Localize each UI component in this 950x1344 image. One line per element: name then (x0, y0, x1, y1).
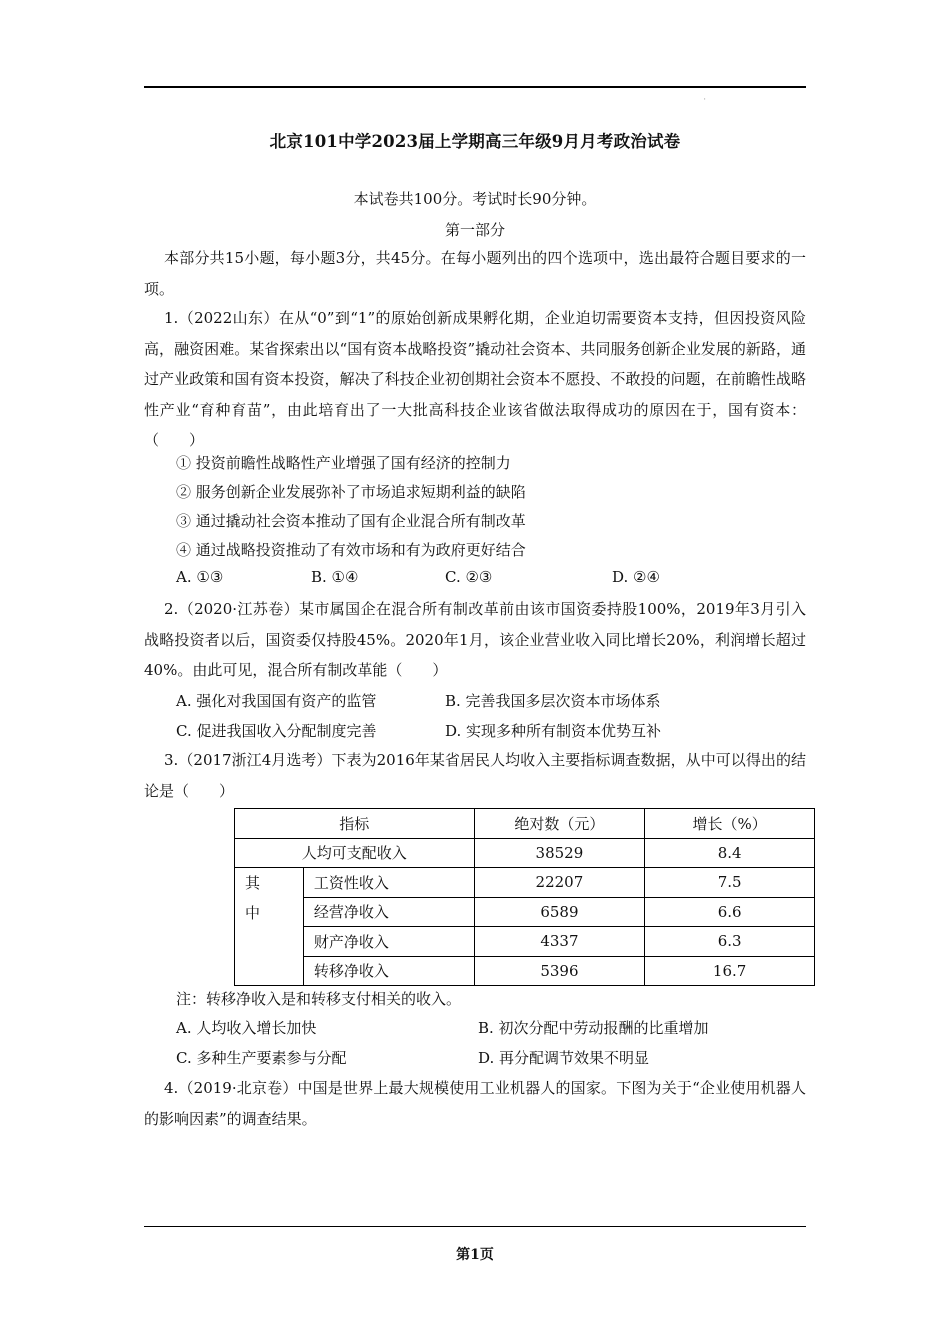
table-cell-value: 38529 (474, 838, 645, 868)
table-cell-growth: 6.3 (645, 927, 815, 957)
question-3-option-c: C. 多种生产要素参与分配 (176, 1049, 347, 1067)
question-3-option-d: D. 再分配调节效果不明显 (478, 1049, 650, 1067)
question-1-statement-3: ③ 通过撬动社会资本推动了国有企业混合所有制改革 (176, 512, 526, 530)
header-rule (144, 86, 806, 88)
exam-intro: 本试卷共100分。考试时长90分钟。 (353, 190, 597, 208)
question-1-option-a: A. ①③ (176, 568, 224, 586)
question-4-stem: 4.（2019·北京卷）中国是世界上最大规模使用工业机器人的国家。下图为关于“企业使用机器人的影响因素”的调查结果。 (144, 1079, 806, 1128)
table-row (235, 868, 815, 898)
table-header-row (235, 809, 815, 839)
table-cell-value: 22207 (474, 868, 645, 898)
table-cell-growth: 7.5 (645, 868, 815, 898)
question-1-statement-1: ① 投资前瞻性战略性产业增强了国有经济的控制力 (176, 454, 511, 472)
table-row (235, 927, 815, 957)
table-note: 注：转移净收入是和转移支付相关的收入。 (176, 990, 462, 1008)
table-cell-growth: 16.7 (645, 956, 815, 986)
table-row (235, 956, 815, 986)
table-header-indicator: 指标 (235, 809, 475, 839)
table-header-absolute: 绝对数（元） (474, 809, 645, 839)
table-row (235, 838, 815, 868)
question-1-option-c: C. ②③ (445, 568, 493, 586)
question-1-statement-4: ④ 通过战略投资推动了有效市场和有为政府更好结合 (176, 541, 526, 559)
table-cell-growth: 8.4 (645, 838, 815, 868)
table-cell-value: 4337 (474, 927, 645, 957)
exam-title: 北京101中学2023届上学期高三年级9月月考政治试卷 (269, 132, 681, 151)
table-cell-value: 5396 (474, 956, 645, 986)
question-1-option-d: D. ②④ (612, 568, 660, 586)
question-2-stem: 2.（2020·江苏卷）某市属国企在混合所有制改革前由该市国资委持股100%，2019年3月引入战略投资者以后，国资委仅持股45%。2020年1月，该企业营业收入同比增长20%，利润增长超过40%。由此可见，混合所有制改革能（ ） (144, 600, 806, 679)
table-header-growth: 增长（%） (645, 809, 815, 839)
income-table (234, 808, 815, 986)
table-group-label-1: 其 (245, 874, 261, 892)
question-2-option-c: C. 促进我国收入分配制度完善 (176, 722, 377, 740)
part-heading: 第一部分 (444, 221, 505, 239)
question-3-stem: 3.（2017浙江4月选考）下表为2016年某省居民人均收入主要指标调查数据，从中可以得出的结论是（ ） (144, 751, 806, 800)
question-1-statement-2: ② 服务创新企业发展弥补了市场追求短期利益的缺陷 (176, 483, 526, 501)
table-cell-growth: 6.6 (645, 897, 815, 927)
question-1-stem: 1.（2022山东）在从“0”到“1”的原始创新成果孵化期，企业迫切需要资本支持，但因投资风险高，融资困难。某省探索出以“国有资本战略投资”撬动社会资本、共同服务创新企业发展的新路，通过产业政策和国有资本投资，解决了科技企业初创期社会资本不愿投、不敢投的问题，在前瞻性战略性产业“育种育苗”，由此培育出了一大批高科技企业该省做法取得成功的原因在于，国有资本：（ ） (144, 309, 806, 449)
page-number: 第1页 (456, 1247, 494, 1263)
table-cell-label: 财产净收入 (303, 927, 474, 957)
table-cell-label: 工资性收入 (303, 868, 474, 898)
question-3-option-a: A. 人均收入增长加快 (176, 1019, 317, 1037)
table-group-label-2: 中 (245, 904, 261, 922)
table-cell-label: 经营净收入 (303, 897, 474, 927)
table-cell-label: 转移净收入 (303, 956, 474, 986)
footer-rule (144, 1226, 806, 1227)
question-2-option-b: B. 完善我国多层次资本市场体系 (445, 692, 661, 710)
table-group-label (235, 868, 304, 986)
question-2-option-d: D. 实现多种所有制资本优势互补 (445, 722, 662, 740)
part-instructions: 本部分共15小题，每小题3分，共45分。在每小题列出的四个选项中，选出最符合题目要求的一项。 (144, 249, 806, 298)
question-2-option-a: A. 强化对我国国有资产的监管 (176, 692, 377, 710)
question-1-option-b: B. ①④ (311, 568, 359, 586)
table-cell-label: 人均可支配收入 (235, 838, 475, 868)
table-row (235, 897, 815, 927)
header-tick-mark: ' (704, 98, 706, 105)
question-3-option-b: B. 初次分配中劳动报酬的比重增加 (478, 1019, 709, 1037)
table-cell-value: 6589 (474, 897, 645, 927)
